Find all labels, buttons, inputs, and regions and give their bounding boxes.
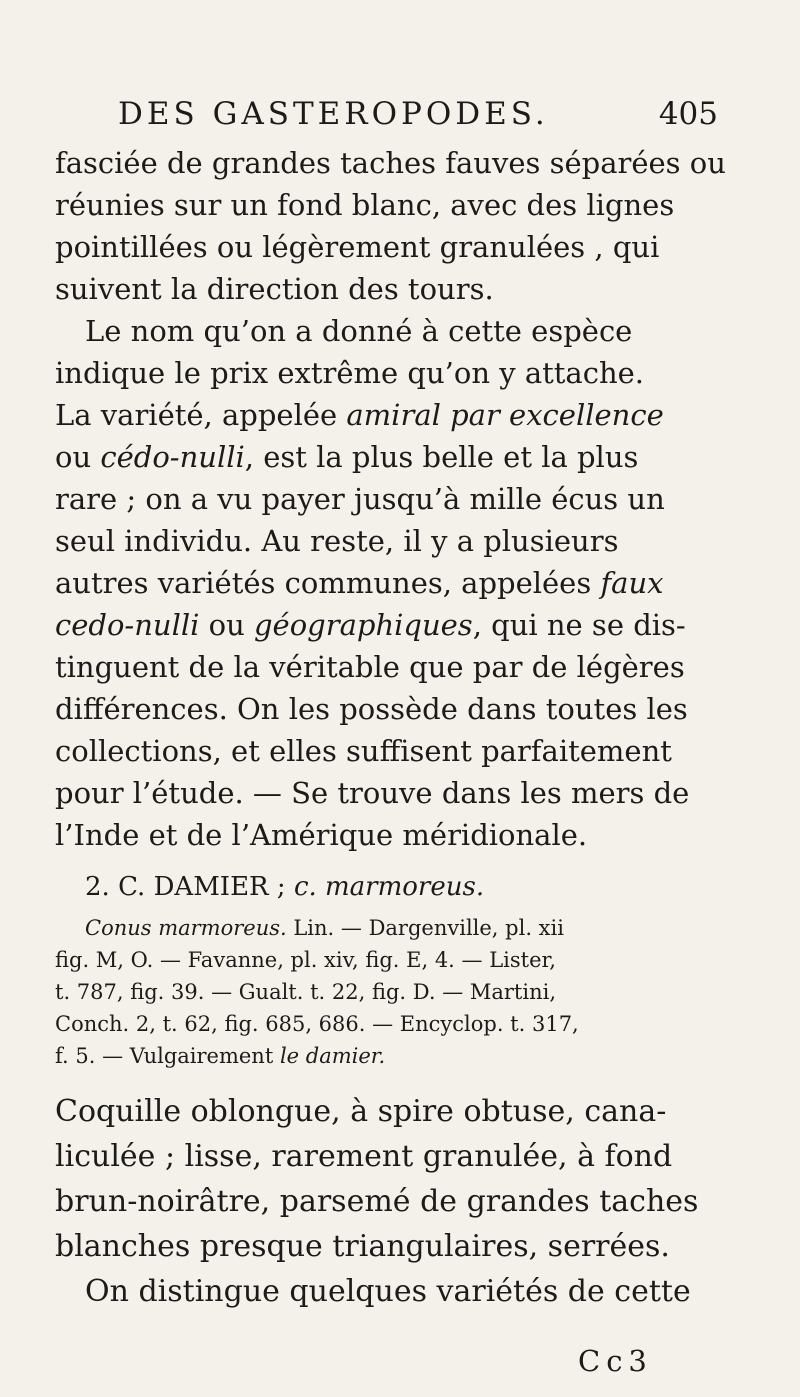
text-line xyxy=(55,394,730,436)
text-line: pointillées ou légèrement granulées , qui xyxy=(55,230,660,264)
text-segment: ou xyxy=(55,440,92,474)
text-line xyxy=(55,436,730,478)
synonymy-line xyxy=(55,1041,730,1071)
italic-term: cedo-nulli xyxy=(55,608,200,642)
synonymy-line: Conch. 2, t. 62, fig. 685, 686. — Encyclop. t. 317, xyxy=(55,1012,579,1036)
italic-term: faux xyxy=(600,566,664,600)
text-line: l’Inde et de l’Amérique méridionale. xyxy=(55,818,588,852)
text-line: collections, et elles suffisent parfaitement xyxy=(55,734,672,768)
text-line: Le nom qu’on a donné à cette espèce xyxy=(85,314,633,348)
page-header xyxy=(118,96,718,146)
text-line: fasciée de grandes taches fauves séparées ou xyxy=(55,146,726,180)
text-segment: , qui ne se dis- xyxy=(472,608,686,642)
text-segment: Lin. — Dargenville, pl. xii xyxy=(286,916,564,940)
species-number: 2. C. DAMIER ; xyxy=(85,872,286,902)
description-line: liculée ; lisse, rarement granulée, à fond xyxy=(55,1139,673,1174)
text-line xyxy=(55,562,730,604)
text-line: tinguent de la véritable que par de légères xyxy=(55,650,685,684)
italic-term: amiral par excellence xyxy=(346,398,664,432)
synonymy-line: t. 787, fig. 39. — Gualt. t. 22, fig. D. — Martini, xyxy=(55,980,557,1004)
description-line: Coquille oblongue, à spire obtuse, cana- xyxy=(55,1094,667,1129)
synonymy-line xyxy=(85,913,730,943)
text-line: rare ; on a vu payer jusqu’à mille écus un xyxy=(55,482,665,516)
common-name: le damier. xyxy=(279,1044,386,1068)
description-line: blanches presque triangulaires, serrées. xyxy=(55,1229,670,1264)
text-line: réunies sur un fond blanc, avec des lignes xyxy=(55,188,675,222)
printer-signature: Cc3 xyxy=(578,1344,653,1378)
italic-term: géographiques xyxy=(253,608,473,642)
text-segment: autres variétés communes, appelées xyxy=(55,566,592,600)
text-line: suivent la direction des tours. xyxy=(55,272,494,306)
synonymy-line: fig. M, O. — Favanne, pl. xiv, fig. E, 4. — Lister, xyxy=(55,948,556,972)
description-line: brun-noirâtre, parsemé de grandes taches xyxy=(55,1184,699,1219)
description-line: On distingue quelques variétés de cette xyxy=(85,1274,691,1309)
species-heading xyxy=(85,866,730,908)
italic-term: cédo-nulli xyxy=(100,440,245,474)
text-segment: La variété, appelée xyxy=(55,398,338,432)
text-segment: ou xyxy=(199,608,254,642)
text-line: pour l’étude. — Se trouve dans les mers de xyxy=(55,776,690,810)
running-title: DES GASTEROPODES. xyxy=(118,96,549,132)
text-segment: , est la plus belle et la plus xyxy=(244,440,639,474)
species-latin-name: c. marmoreus. xyxy=(293,872,485,902)
text-line xyxy=(55,604,730,646)
page-number: 405 xyxy=(658,96,718,132)
text-line: seul individu. Au reste, il y a plusieurs xyxy=(55,524,619,558)
text-segment: f. 5. — Vulgairement xyxy=(55,1044,280,1068)
text-line: indique le prix extrême qu’on y attache. xyxy=(55,356,645,390)
text-line: différences. On les possède dans toutes les xyxy=(55,692,688,726)
synonym-latin: Conus marmoreus. xyxy=(85,916,287,940)
